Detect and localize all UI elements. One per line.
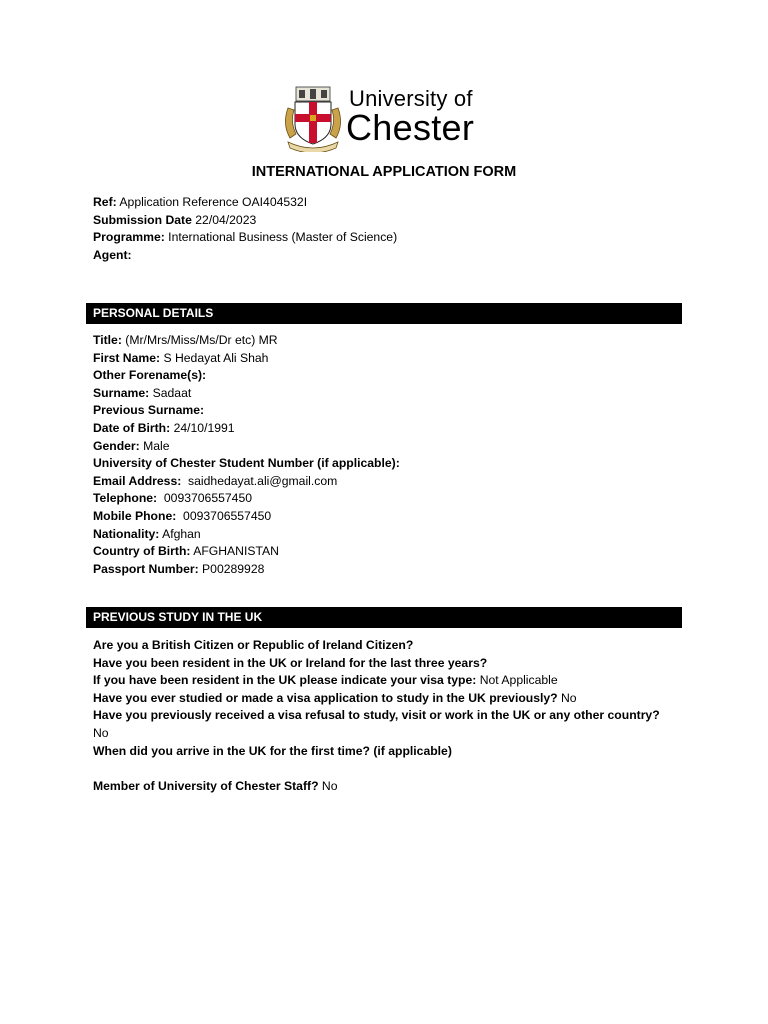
arrival-question: When did you arrive in the UK for the first time? (if applicable) <box>93 743 452 758</box>
programme-field: Programme: International Business (Master of Science) <box>93 230 398 245</box>
previous-surname-field: Previous Surname: <box>93 403 205 418</box>
logo-line-1: University of <box>349 86 473 111</box>
mobile-phone-field: Mobile Phone: 0093706557450 <box>93 508 272 523</box>
visa-refusal-answer: No <box>93 725 109 740</box>
citizen-question: Are you a British Citizen or Republic of Ireland Citizen? <box>93 638 414 652</box>
other-forenames-field: Other Forename(s): <box>93 368 207 383</box>
previous-study-heading: PREVIOUS STUDY IN THE UK <box>86 607 682 628</box>
previous-study-fields <box>93 637 660 795</box>
programme-value: International Business (Master of Science) <box>164 230 398 245</box>
staff-member-question: Member of University of Chester Staff? No <box>93 778 338 793</box>
form-title: INTERNATIONAL APPLICATION FORM <box>251 164 517 180</box>
ref-field: Ref: Application Reference OAI404532I <box>93 195 308 209</box>
university-logo <box>282 84 492 152</box>
header-fields <box>93 194 397 264</box>
gender-field: Gender: Male <box>93 438 170 453</box>
submission-date-field: Submission Date 22/04/2023 <box>93 212 257 227</box>
telephone-field: Telephone: 0093706557450 <box>93 491 252 506</box>
resident-question: Have you been resident in the UK or Ireland for the last three years? <box>93 655 488 670</box>
nationality-field: Nationality: Afghan <box>93 526 201 541</box>
country-of-birth-field: Country of Birth: AFGHANISTAN <box>93 544 279 559</box>
logo-line-2: Chester <box>346 107 475 148</box>
previous-study-question: Have you ever studied or made a visa application to study in the UK previously? No <box>93 690 577 705</box>
email-field: Email Address: saidhedayat.ali@gmail.com <box>93 473 338 488</box>
student-number-field: University of Chester Student Number (if applicable): <box>93 456 400 471</box>
ref-value: Application Reference OAI404532I <box>116 195 308 209</box>
passport-number-field: Passport Number: P00289928 <box>93 561 265 576</box>
first-name-field: First Name: S Hedayat Ali Shah <box>93 350 269 365</box>
crest-icon <box>282 84 344 152</box>
visa-refusal-question: Have you previously received a visa refusal to study, visit or work in the UK or any other country? <box>93 708 660 723</box>
date-of-birth-field: Date of Birth: 24/10/1991 <box>93 420 235 435</box>
personal-details-heading: PERSONAL DETAILS <box>86 303 682 324</box>
agent-field: Agent: <box>93 247 132 262</box>
visa-type-question: If you have been resident in the UK please indicate your visa type: Not Applicable <box>93 673 558 688</box>
title-field: Title: (Mr/Mrs/Miss/Ms/Dr etc) MR <box>93 333 278 347</box>
personal-details-fields <box>93 332 400 578</box>
submission-date-value: 22/04/2023 <box>191 212 257 227</box>
surname-field: Surname: Sadaat <box>93 385 192 400</box>
